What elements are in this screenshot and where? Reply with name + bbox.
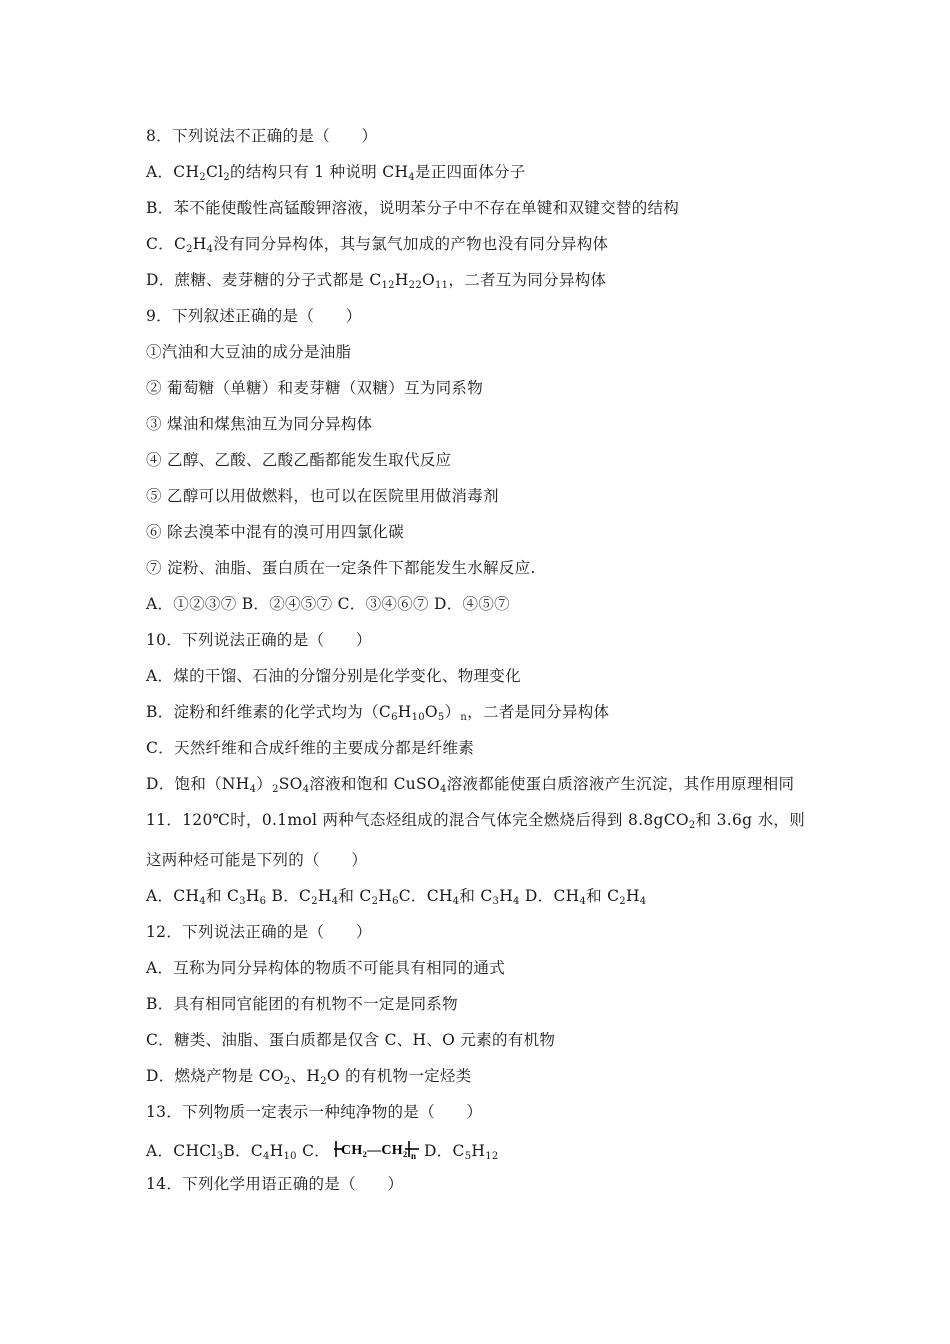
text-line: A．$CH_4$和 $C_3H_6$ B．$C_2H_4$和 $C_2H_6C$．$CH_4$和 $C_3H_4$ D．$CH_4$和 $C_2H_4$ xyxy=(146,887,647,907)
text-line: B．苯不能使酸性高锰酸钾溶液，说明苯分子中不存在单键和双键交替的结构 xyxy=(146,199,680,217)
text-line: B．淀粉和纤维素的化学式均为$(C_6H_{10}O_5)_n$，二者是同分异构体 xyxy=(146,703,610,723)
text-line: C．$C_2H_4$没有同分异构体，其与氯气加成的产物也没有同分异构体 xyxy=(146,235,609,255)
polymer-repeat-unit: CH₂—CH₂ xyxy=(341,1143,408,1158)
q13-option-d-label: D．$C_5H_{12}$ xyxy=(424,1141,499,1162)
text-line: 13．下列物质一定表示一种纯净物的是（ ） xyxy=(146,1103,483,1121)
text-line: A．①②③⑦ B．②④⑤⑦ C．③④⑥⑦ D．④⑤⑦ xyxy=(146,595,510,613)
text-line: ①汽油和大豆油的成分是油脂 xyxy=(146,343,352,361)
text-line: A．煤的干馏、石油的分馏分别是化学变化、物理变化 xyxy=(146,667,521,685)
text-line: C．天然纤维和合成纤维的主要成分都是纤维素 xyxy=(146,739,475,757)
text-line: 14．下列化学用语正确的是（ ） xyxy=(146,1175,404,1193)
text-line: 10．下列说法正确的是（ ） xyxy=(146,631,372,649)
text-line: ② 葡萄糖（单糖）和麦芽糖（双糖）互为同系物 xyxy=(146,379,484,397)
text-line: A．$CH_2Cl_2$的结构只有 1 种说明 $CH_4$是正四面体分子 xyxy=(146,163,526,183)
text-line: ③ 煤油和煤焦油互为同分异构体 xyxy=(146,415,373,433)
text-line: ④ 乙醇、乙酸、乙酸乙酯都能发生取代反应 xyxy=(146,451,452,469)
text-line: ⑦ 淀粉、油脂、蛋白质在一定条件下都能发生水解反应. xyxy=(146,559,536,577)
text-line: 8．下列说法不正确的是（ ） xyxy=(146,127,378,145)
polymer-n-subscript: n xyxy=(411,1151,417,1160)
text-line: B．具有相同官能团的有机物不一定是同系物 xyxy=(146,995,458,1013)
text-line: ⑥ 除去溴苯中混有的溴可用四氯化碳 xyxy=(146,523,405,541)
q13-option-a-b-c-label: A．CHCl$_3$B．$C_4H_{10}$ C． xyxy=(146,1141,331,1162)
text-line: D．饱和$(NH_4)_2SO_4$溶液和饱和 CuSO$_4$溶液都能使蛋白质溶液产生沉淀，其作用原理相同 xyxy=(146,775,795,795)
text-line: D．蔗糖、麦芽糖的分子式都是 $C_{12}H_{22}O_{11}$，二者互为同分异构体 xyxy=(146,271,607,291)
text-line: ⑤ 乙醇可以用做燃料，也可以在医院里用做消毒剂 xyxy=(146,487,499,505)
text-line: 9．下列叙述正确的是（ ） xyxy=(146,307,362,325)
question-13-options xyxy=(146,1138,499,1165)
text-line: 这两种烃可能是下列的（ ） xyxy=(146,851,368,869)
polyethylene-formula xyxy=(331,1138,423,1165)
text-line: 12．下列说法正确的是（ ） xyxy=(146,923,372,941)
text-line: C．糖类、油脂、蛋白质都是仅含 C、H、O 元素的有机物 xyxy=(146,1031,556,1049)
text-line: 11．120℃时，0.1mol 两种气态烃组成的混合气体完全燃烧后得到 8.8gCO$_2$和 3.6g 水，则 xyxy=(146,811,805,831)
text-line: D．燃烧产物是 $CO_2$、$H_2O$ 的有机物一定烃类 xyxy=(146,1067,472,1087)
text-line: A．互称为同分异构体的物质不可能具有相同的通式 xyxy=(146,959,506,977)
